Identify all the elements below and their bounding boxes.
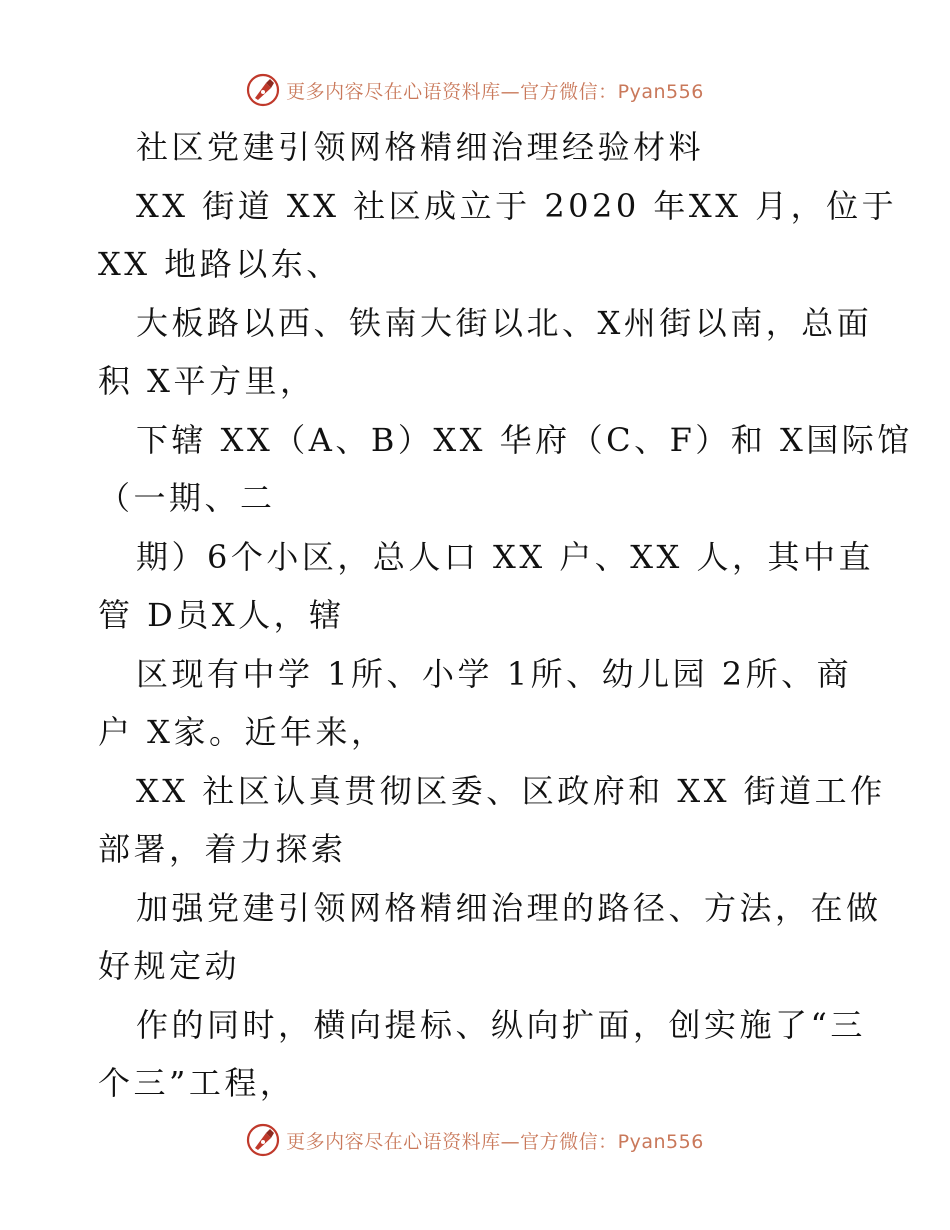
document-line: 积 X平方里，: [98, 362, 316, 400]
header-watermark-text: 更多内容尽在心语资料库—官方微信：Pyan556: [286, 80, 704, 103]
document-line: 户 X家。近年来，: [98, 713, 387, 751]
document-line: 好规定动: [98, 947, 241, 985]
document-line: 部署，着力探索: [98, 830, 347, 868]
document-line: XX 街道 XX 社区成立于 2020 年XX 月，位于: [136, 186, 898, 225]
header-watermark: [0, 68, 950, 112]
document-line: 加强党建引领网格精细治理的路径、方法，在做: [136, 888, 882, 927]
footer-watermark-text: 更多内容尽在心语资料库—官方微信：Pyan556: [286, 1130, 704, 1153]
pen-nib-logo-icon: [246, 1123, 280, 1157]
document-line: 区现有中学 1所、小学 1所、幼儿园 2所、商: [136, 654, 853, 693]
document-line: XX 社区认真贯彻区委、区政府和 XX 街道工作: [136, 771, 886, 810]
document-line: 社区党建引领网格精细治理经验材料: [136, 128, 705, 166]
document-line: 管 D员X人，辖: [98, 596, 345, 634]
document-body: [98, 118, 913, 1113]
pen-nib-logo-icon: [246, 73, 280, 107]
document-line: 个三”工程，: [98, 1064, 296, 1102]
footer-watermark: [0, 1118, 950, 1162]
document-line: 下辖 XX（A、B）XX 华府（C、F）和 X国际馆: [136, 420, 913, 459]
document-line: XX 地路以东、: [98, 245, 342, 283]
document-line: 大板路以西、铁南大街以北、X州街以南，总面: [136, 303, 873, 342]
document-line: 期）6个小区，总人口 XX 户、XX 人，其中直: [136, 537, 875, 576]
document-line: （一期、二: [98, 479, 276, 517]
document-line: 作的同时，横向提标、纵向扩面，创实施了“三: [136, 1005, 866, 1044]
